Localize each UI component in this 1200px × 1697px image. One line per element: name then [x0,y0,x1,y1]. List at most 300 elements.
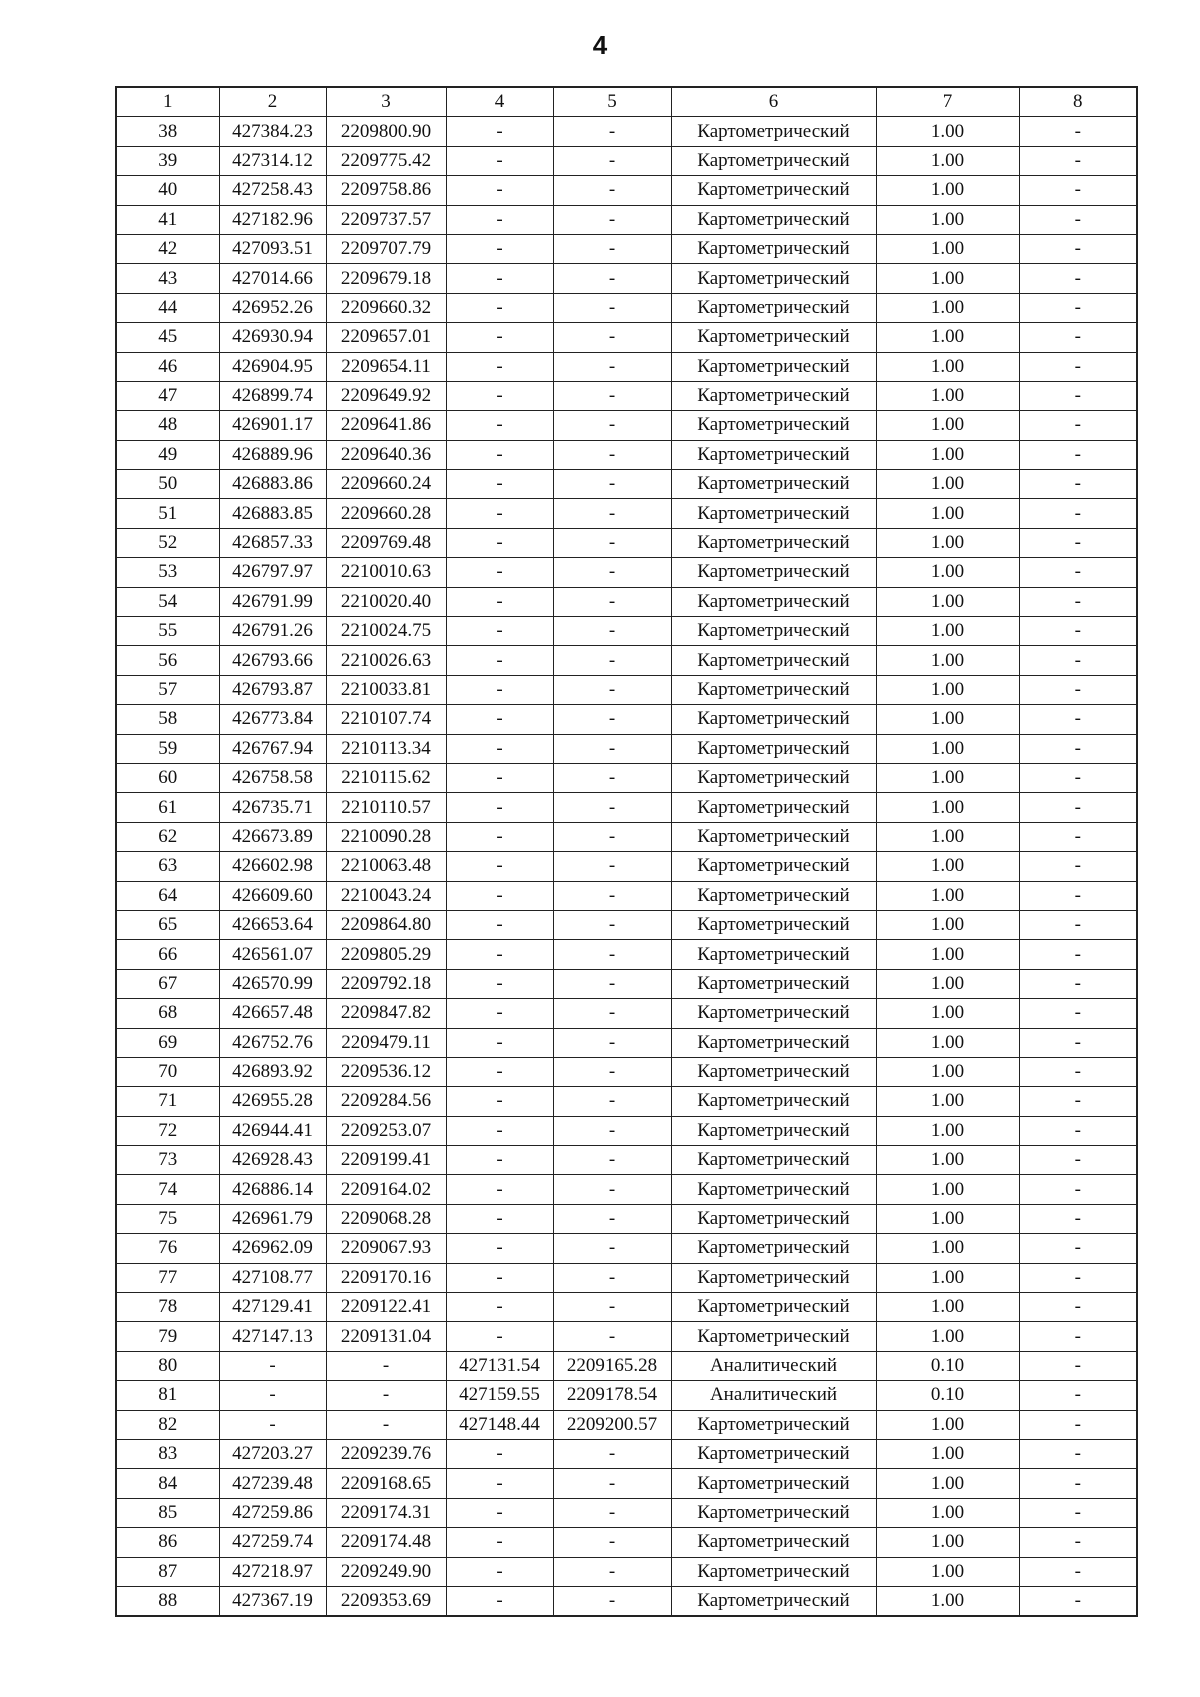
table-cell: 1.00 [876,264,1019,293]
column-header: 1 [116,87,219,117]
table-cell: - [446,470,553,499]
table-cell: - [446,411,553,440]
table-cell: 2209174.48 [326,1528,446,1557]
table-cell: - [446,852,553,881]
table-cell: - [446,646,553,675]
table-row [116,1322,1137,1351]
table-cell: 2209649.92 [326,381,446,410]
table-cell: - [553,1028,671,1057]
table-cell: 2209769.48 [326,528,446,557]
table-cell: Картометрический [671,558,876,587]
table-cell: 47 [116,381,219,410]
table-cell: - [446,793,553,822]
table-cell: - [446,1469,553,1498]
table-cell: - [553,470,671,499]
table-cell: - [446,264,553,293]
table-cell: Картометрический [671,1439,876,1468]
table-cell: 1.00 [876,234,1019,263]
table-cell: 1.00 [876,734,1019,763]
table-row [116,646,1137,675]
table-cell: 1.00 [876,1116,1019,1145]
table-cell: - [446,293,553,322]
table-cell: 2209679.18 [326,264,446,293]
table-cell: - [553,1087,671,1116]
table-cell: 88 [116,1586,219,1616]
table-cell: - [1019,1234,1137,1263]
table-cell: - [553,558,671,587]
table-cell: 87 [116,1557,219,1586]
table-cell: - [219,1410,326,1439]
table-cell: 81 [116,1381,219,1410]
table-row [116,1557,1137,1586]
table-cell: 2209660.24 [326,470,446,499]
table-cell: 427182.96 [219,205,326,234]
table-cell: 78 [116,1293,219,1322]
table-cell: 1.00 [876,499,1019,528]
table-cell: 1.00 [876,1028,1019,1057]
table-cell: 1.00 [876,646,1019,675]
table-row [116,1293,1137,1322]
table-cell: 2209660.32 [326,293,446,322]
table-cell: 2209164.02 [326,1175,446,1204]
table-row [116,1439,1137,1468]
table-cell: Картометрический [671,440,876,469]
table-cell: 426928.43 [219,1146,326,1175]
table-cell: 1.00 [876,1410,1019,1439]
table-cell: - [553,1322,671,1351]
table-cell: - [1019,352,1137,381]
page-number: 4 [592,30,608,60]
table-cell: 2209805.29 [326,940,446,969]
table-cell: Картометрический [671,705,876,734]
table-cell: - [1019,1204,1137,1233]
table-row [116,470,1137,499]
table-cell: 427218.97 [219,1557,326,1586]
table-cell: 2209199.41 [326,1146,446,1175]
table-cell: 1.00 [876,910,1019,939]
table-cell: 427314.12 [219,146,326,175]
table-cell: 2209707.79 [326,234,446,263]
table-cell: 1.00 [876,323,1019,352]
table-cell: 426735.71 [219,793,326,822]
table-cell: 1.00 [876,176,1019,205]
table-cell: 427239.48 [219,1469,326,1498]
table-cell: 1.00 [876,411,1019,440]
table-cell: 426889.96 [219,440,326,469]
table-cell: 2209353.69 [326,1586,446,1616]
table-cell: 61 [116,793,219,822]
table-cell: 1.00 [876,558,1019,587]
table-cell: - [553,1498,671,1527]
table-cell: 1.00 [876,1439,1019,1468]
table-cell: - [1019,323,1137,352]
table-cell: - [1019,146,1137,175]
table-cell: 1.00 [876,617,1019,646]
table-cell: - [446,1146,553,1175]
table-header-row [116,87,1137,117]
table-cell: 427159.55 [446,1381,553,1410]
table-cell: 75 [116,1204,219,1233]
table-cell: - [446,1322,553,1351]
table-cell: 2210033.81 [326,675,446,704]
table-row [116,793,1137,822]
table-cell: 1.00 [876,705,1019,734]
table-cell: - [1019,528,1137,557]
table-cell: 426930.94 [219,323,326,352]
table-cell: 2210024.75 [326,617,446,646]
table-cell: Картометрический [671,940,876,969]
table-cell: 48 [116,411,219,440]
table-cell: - [1019,999,1137,1028]
table-cell: 77 [116,1263,219,1292]
table-cell: 427384.23 [219,117,326,146]
table-cell: Картометрический [671,411,876,440]
table-cell: 66 [116,940,219,969]
table-cell: 82 [116,1410,219,1439]
column-header: 7 [876,87,1019,117]
table-cell: - [446,1116,553,1145]
table-row [116,352,1137,381]
table-row [116,852,1137,881]
table-cell: - [446,440,553,469]
table-cell: Картометрический [671,1586,876,1616]
table-cell: 1.00 [876,763,1019,792]
table-cell: - [553,1146,671,1175]
table-row [116,499,1137,528]
table-cell: Картометрический [671,117,876,146]
table-cell: Картометрический [671,881,876,910]
table-row [116,264,1137,293]
table-row [116,558,1137,587]
table-cell: - [553,234,671,263]
table-cell: Картометрический [671,293,876,322]
table-cell: Картометрический [671,1204,876,1233]
table-cell: 2209864.80 [326,910,446,939]
table-cell: Картометрический [671,528,876,557]
table-cell: 426673.89 [219,822,326,851]
table-cell: 2210090.28 [326,822,446,851]
table-row [116,1175,1137,1204]
table-cell: Картометрический [671,587,876,616]
table-cell: - [553,293,671,322]
table-cell: - [446,1557,553,1586]
table-cell: 426773.84 [219,705,326,734]
table-cell: 1.00 [876,969,1019,998]
table-cell: 2209800.90 [326,117,446,146]
table-row [116,1410,1137,1439]
table-cell: 2209168.65 [326,1469,446,1498]
table-cell: - [1019,734,1137,763]
table-cell: 2210020.40 [326,587,446,616]
table-cell: 2209641.86 [326,411,446,440]
table-cell: Картометрический [671,999,876,1028]
table-cell: - [446,940,553,969]
table-row [116,528,1137,557]
table-row [116,381,1137,410]
table-cell: Картометрический [671,470,876,499]
table-cell: 86 [116,1528,219,1557]
table-cell: - [553,852,671,881]
table-cell: Картометрический [671,323,876,352]
table-cell: 426883.85 [219,499,326,528]
table-cell: - [1019,1498,1137,1527]
table-cell: Картометрический [671,969,876,998]
table-cell: 426901.17 [219,411,326,440]
table-row [116,910,1137,939]
column-header: 6 [671,87,876,117]
table-cell: Картометрический [671,1116,876,1145]
column-header: 4 [446,87,553,117]
table-cell: Картометрический [671,910,876,939]
table-cell: 1.00 [876,1469,1019,1498]
table-cell: - [446,1234,553,1263]
table-cell: - [1019,822,1137,851]
table-cell: - [446,352,553,381]
table-cell: - [553,617,671,646]
table-cell: Картометрический [671,1175,876,1204]
table-cell: 427093.51 [219,234,326,263]
table-cell: - [446,822,553,851]
table-cell: - [219,1381,326,1410]
table-cell: 427259.86 [219,1498,326,1527]
table-cell: - [446,1087,553,1116]
table-cell: Картометрический [671,176,876,205]
table-cell: - [553,705,671,734]
table-cell: 2209200.57 [553,1410,671,1439]
table-row [116,763,1137,792]
table-cell: 40 [116,176,219,205]
table-cell: 426883.86 [219,470,326,499]
table-cell: 1.00 [876,1586,1019,1616]
table-cell: 1.00 [876,1498,1019,1527]
table-cell: 0.10 [876,1381,1019,1410]
table-row [116,1586,1137,1616]
table-cell: 427108.77 [219,1263,326,1292]
table-cell: - [1019,1146,1137,1175]
table-cell: 62 [116,822,219,851]
table-cell: - [1019,1028,1137,1057]
table-cell: - [446,734,553,763]
table-cell: - [446,1204,553,1233]
table-row [116,234,1137,263]
table-cell: 426657.48 [219,999,326,1028]
table-cell: - [553,822,671,851]
table-cell: 46 [116,352,219,381]
table-cell: Картометрический [671,1146,876,1175]
table-cell: 2209239.76 [326,1439,446,1468]
table-cell: - [1019,675,1137,704]
table-cell: 1.00 [876,440,1019,469]
table-cell: 42 [116,234,219,263]
table-cell: 426893.92 [219,1057,326,1086]
table-cell: 426767.94 [219,734,326,763]
table-cell: 1.00 [876,1146,1019,1175]
table-row [116,1498,1137,1527]
table-cell: Картометрический [671,646,876,675]
table-cell: 426797.97 [219,558,326,587]
table-row [116,705,1137,734]
column-header: 2 [219,87,326,117]
table-cell: - [446,146,553,175]
table-cell: - [1019,1586,1137,1616]
table-cell: 427367.19 [219,1586,326,1616]
table-cell: - [1019,264,1137,293]
table-cell: 426886.14 [219,1175,326,1204]
table-cell: 1.00 [876,381,1019,410]
table-cell: Картометрический [671,1557,876,1586]
table-cell: - [446,1439,553,1468]
table-cell: 2210107.74 [326,705,446,734]
table-row [116,734,1137,763]
table-cell: - [553,146,671,175]
table-cell: 1.00 [876,146,1019,175]
table-cell: Картометрический [671,264,876,293]
table-row [116,323,1137,352]
table-cell: - [1019,881,1137,910]
table-cell: 426758.58 [219,763,326,792]
table-cell: Картометрический [671,1057,876,1086]
table-cell: 76 [116,1234,219,1263]
table-cell: - [1019,1116,1137,1145]
table-cell: - [553,999,671,1028]
table-row [116,1234,1137,1263]
table-cell: 79 [116,1322,219,1351]
table-cell: Картометрический [671,1293,876,1322]
table-cell: - [1019,205,1137,234]
table-cell: - [1019,117,1137,146]
table-row [116,1116,1137,1145]
table-cell: - [553,646,671,675]
table-cell: 1.00 [876,940,1019,969]
table-cell: 1.00 [876,852,1019,881]
table-cell: - [553,1175,671,1204]
table-row [116,1028,1137,1057]
table-cell: - [1019,852,1137,881]
table-cell: 427131.54 [446,1351,553,1380]
table-cell: - [553,499,671,528]
table-cell: Картометрический [671,734,876,763]
table-cell: - [553,323,671,352]
table-cell: - [553,1057,671,1086]
table-cell: - [553,440,671,469]
table-cell: 55 [116,617,219,646]
table-cell: - [553,1293,671,1322]
table-cell: 1.00 [876,587,1019,616]
table-cell: 2209847.82 [326,999,446,1028]
table-cell: 1.00 [876,1234,1019,1263]
table-cell: - [446,881,553,910]
table-cell: 426653.64 [219,910,326,939]
table-cell: 53 [116,558,219,587]
column-header: 3 [326,87,446,117]
table-cell: 72 [116,1116,219,1145]
table-cell: - [1019,940,1137,969]
table-cell: 1.00 [876,1204,1019,1233]
table-cell: 2209131.04 [326,1322,446,1351]
table-cell: Картометрический [671,1528,876,1557]
table-cell: - [1019,234,1137,263]
table-cell: - [553,1586,671,1616]
table-cell: - [1019,1381,1137,1410]
table-cell: - [553,1116,671,1145]
table-cell: - [553,675,671,704]
table-cell: - [1019,910,1137,939]
table-cell: 426955.28 [219,1087,326,1116]
table-cell: - [1019,1057,1137,1086]
table-cell: Картометрический [671,793,876,822]
table-cell: 1.00 [876,1528,1019,1557]
table-cell: 1.00 [876,1057,1019,1086]
table-cell: - [553,1557,671,1586]
table-cell: 427148.44 [446,1410,553,1439]
table-row [116,999,1137,1028]
table-cell: 1.00 [876,528,1019,557]
table-cell: 2209758.86 [326,176,446,205]
table-cell: 2209249.90 [326,1557,446,1586]
table-cell: 426602.98 [219,852,326,881]
table-cell: Картометрический [671,763,876,792]
table-row [116,1087,1137,1116]
table-cell: 56 [116,646,219,675]
table-cell: 39 [116,146,219,175]
table-cell: - [1019,176,1137,205]
table-cell: Картометрический [671,381,876,410]
table-row [116,1351,1137,1380]
table-cell: - [553,1204,671,1233]
table-cell: 2210115.62 [326,763,446,792]
table-cell: 70 [116,1057,219,1086]
table-cell: Аналитический [671,1351,876,1380]
table-cell: 80 [116,1351,219,1380]
table-cell: - [326,1351,446,1380]
table-cell: 1.00 [876,1322,1019,1351]
table-cell: - [1019,1175,1137,1204]
table-cell: - [553,1263,671,1292]
table-body [116,117,1137,1616]
table-cell: 43 [116,264,219,293]
table-cell: - [446,528,553,557]
table-cell: - [1019,587,1137,616]
table-cell: 2209170.16 [326,1263,446,1292]
table-cell: 69 [116,1028,219,1057]
table-cell: 54 [116,587,219,616]
table-cell: 1.00 [876,1263,1019,1292]
table-cell: - [553,969,671,998]
table-cell: - [446,176,553,205]
table-cell: 50 [116,470,219,499]
table-cell: - [553,1234,671,1263]
table-cell: 426899.74 [219,381,326,410]
table-cell: 1.00 [876,352,1019,381]
table-cell: 1.00 [876,470,1019,499]
table-cell: - [1019,499,1137,528]
table-cell: Картометрический [671,1087,876,1116]
table-cell: 65 [116,910,219,939]
table-cell: 426952.26 [219,293,326,322]
table-row [116,969,1137,998]
table-cell: - [553,734,671,763]
table-cell: 2210113.34 [326,734,446,763]
coordinates-table [115,86,1138,1617]
table-cell: - [446,234,553,263]
table-cell: 38 [116,117,219,146]
table-cell: 67 [116,969,219,998]
table-row [116,1204,1137,1233]
table-cell: - [446,381,553,410]
table-cell: - [553,381,671,410]
table-cell: - [1019,1528,1137,1557]
table-cell: - [446,1586,553,1616]
